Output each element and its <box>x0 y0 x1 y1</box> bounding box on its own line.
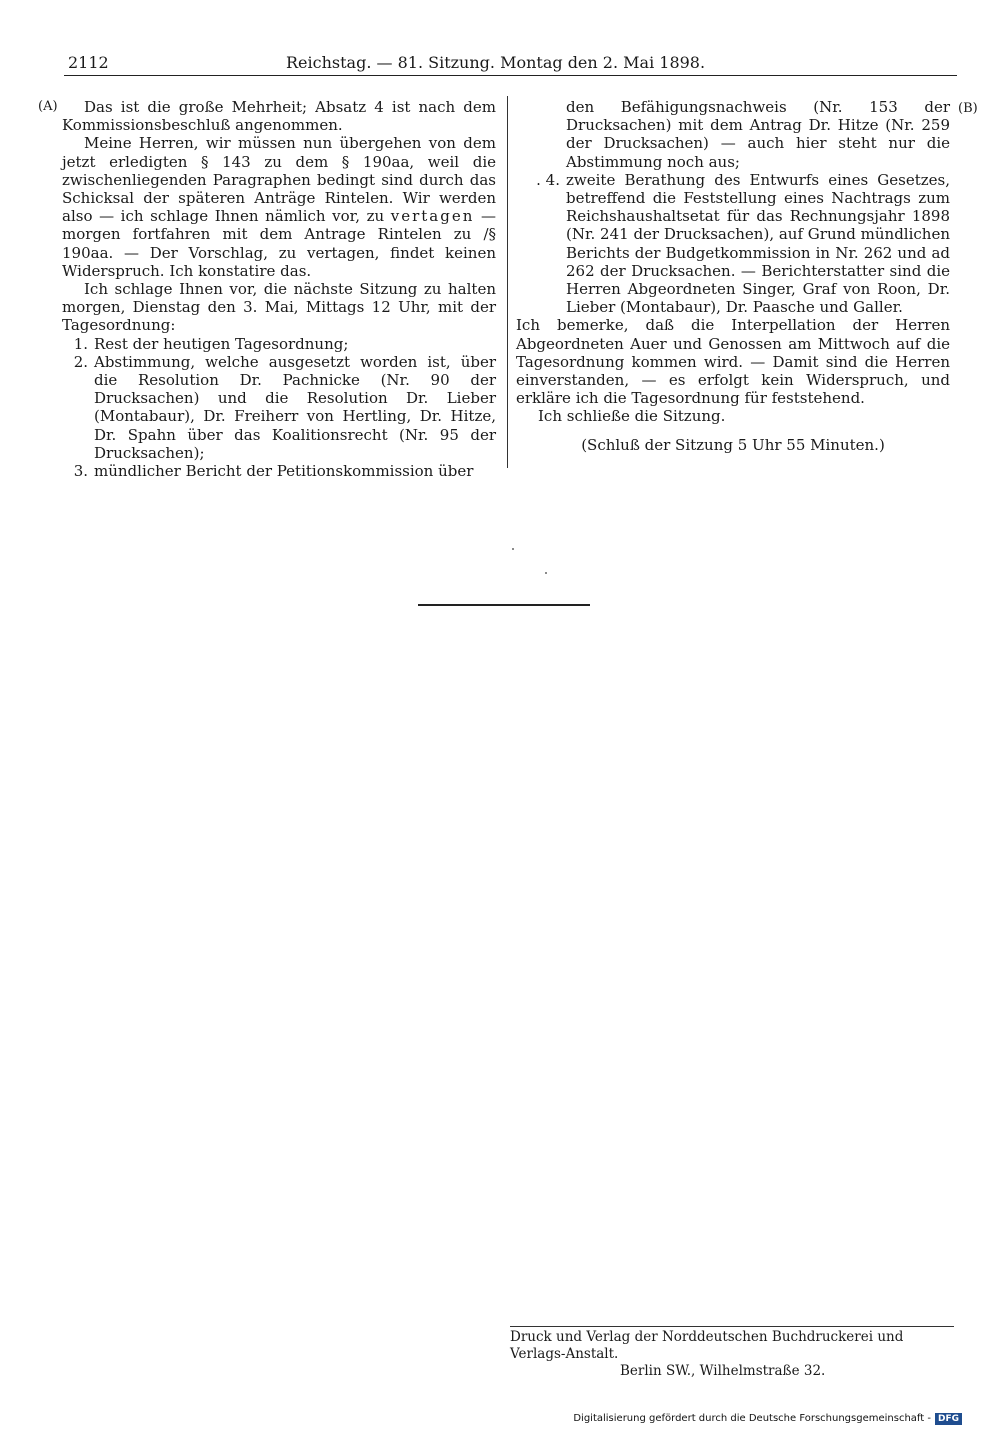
agenda-item-text: zweite Berathung des Entwurfs eines Gesetzes, betreffend die Feststellung eines Nachtrags zum Reichshaushaltsetat für das Rechnungsjahr 1898 (Nr. 241 der Drucksachen), auf Grund mündlichen Berichts der Budgetkommission in Nr. 262 und ad 262 der Drucksachen. — Berichterstatter sind die Herren Abgeordneten Singer, Graf von Roon, Dr. Lieber (Montabaur), Dr. Paasche und Galler. <box>566 170 950 317</box>
column-divider <box>507 96 508 468</box>
dfg-logo: DFG <box>935 1413 962 1425</box>
agenda-item-number: 2. <box>73 352 88 371</box>
print-speck <box>545 572 547 574</box>
agenda-item-1 <box>62 335 496 353</box>
end-rule <box>418 604 590 606</box>
closing-line: (Schluß der Sitzung 5 Uhr 55 Minuten.) <box>581 435 885 454</box>
paragraph-close: Ich schließe die Sitzung. <box>538 407 726 426</box>
paragraph-adjourn <box>62 134 496 280</box>
agenda-item-3-continued <box>516 98 950 171</box>
agenda-item-4 <box>516 171 950 317</box>
paragraph-adjourn-part-a: Meine Herren, wir müssen nun übergehen von dem jetzt erledigten § 143 zu dem § 190aa, weil die zwischenliegenden Paragraphen bedingt sind durch das Schicksal der späteren Anträge Rintelen. Wir werden also — ich schlage Ihnen nämlich vor, zu <box>62 134 496 226</box>
header-rule <box>64 75 957 76</box>
agenda-item-2 <box>62 353 496 462</box>
agenda-item-text: Abstimmung, welche ausgesetzt worden ist, über die Resolution Dr. Pachnicke (Nr. 90 der Drucksachen) und die Resolution Dr. Lieber (Montabaur), Dr. Freiherr von Hertling, Dr. Hitze, Dr. Spahn über das Koalitionsrecht (Nr. 95 der Drucksachen); <box>94 352 496 462</box>
paragraph-interpellation: Ich bemerke, daß die Interpellation der Herren Abgeordneten Auer und Genossen am Mittwoch auf die Tagesordnung kommen wird. — Damit sind die Herren einverstanden, — es erfolgt kein Widerspruch, und erkläre ich die Tagesordnung für feststehend. <box>516 316 950 408</box>
spaced-word: vertagen <box>390 207 475 226</box>
paragraph-next-session: Ich schlage Ihnen vor, die nächste Sitzung zu halten morgen, Dienstag den 3. Mai, Mittags 12 Uhr, mit der Tagesordnung: <box>62 280 496 335</box>
agenda-item-number: 3. <box>73 462 88 481</box>
credit-text: Digitalisierung gefördert durch die Deutsche Forschungsgemeinschaft - <box>573 1413 931 1424</box>
running-title: Reichstag. — 81. Sitzung. Montag den 2. Mai 1898. <box>286 53 706 72</box>
paragraph-adjourn-part-b: — morgen fortfahren mit dem Antrage Rintelen zu /§ 190aa. — Der Vorschlag, zu vertagen, findet keinen Widerspruch. Ich konstatire das. <box>62 207 496 280</box>
agenda-item-number-blank <box>516 98 566 171</box>
margin-mark-a: (A) <box>38 99 58 114</box>
imprint-address: Berlin SW., Wilhelmstraße 32. <box>620 1363 826 1379</box>
paragraph-majority: Das ist die große Mehrheit; Absatz 4 ist nach dem Kommissionsbeschluß angenommen. <box>62 98 496 135</box>
agenda-item-text: den Befähigungsnachweis (Nr. 153 der Drucksachen) mit dem Antrag Dr. Hitze (Nr. 259 der Drucksachen) — auch hier steht nur die Abstimmung noch aus; <box>566 98 950 171</box>
agenda-item-text: mündlicher Bericht der Petitionskommission über <box>94 462 474 481</box>
page-number: 2112 <box>68 53 109 72</box>
imprint <box>510 1326 954 1380</box>
agenda-item-number: . 4. <box>536 170 560 189</box>
imprint-publisher: Druck und Verlag der Norddeutschen Buchdruckerei und Verlags-Anstalt. <box>510 1326 954 1363</box>
agenda-item-text: Rest der heutigen Tagesordnung; <box>94 334 349 353</box>
left-column <box>62 98 496 480</box>
agenda-item-3 <box>62 462 496 480</box>
digitization-credit <box>573 1412 962 1426</box>
right-column <box>516 98 950 454</box>
margin-mark-b: (B) <box>958 101 978 116</box>
page-header <box>64 50 728 76</box>
agenda-item-number: 1. <box>73 334 88 353</box>
print-speck <box>512 548 514 550</box>
